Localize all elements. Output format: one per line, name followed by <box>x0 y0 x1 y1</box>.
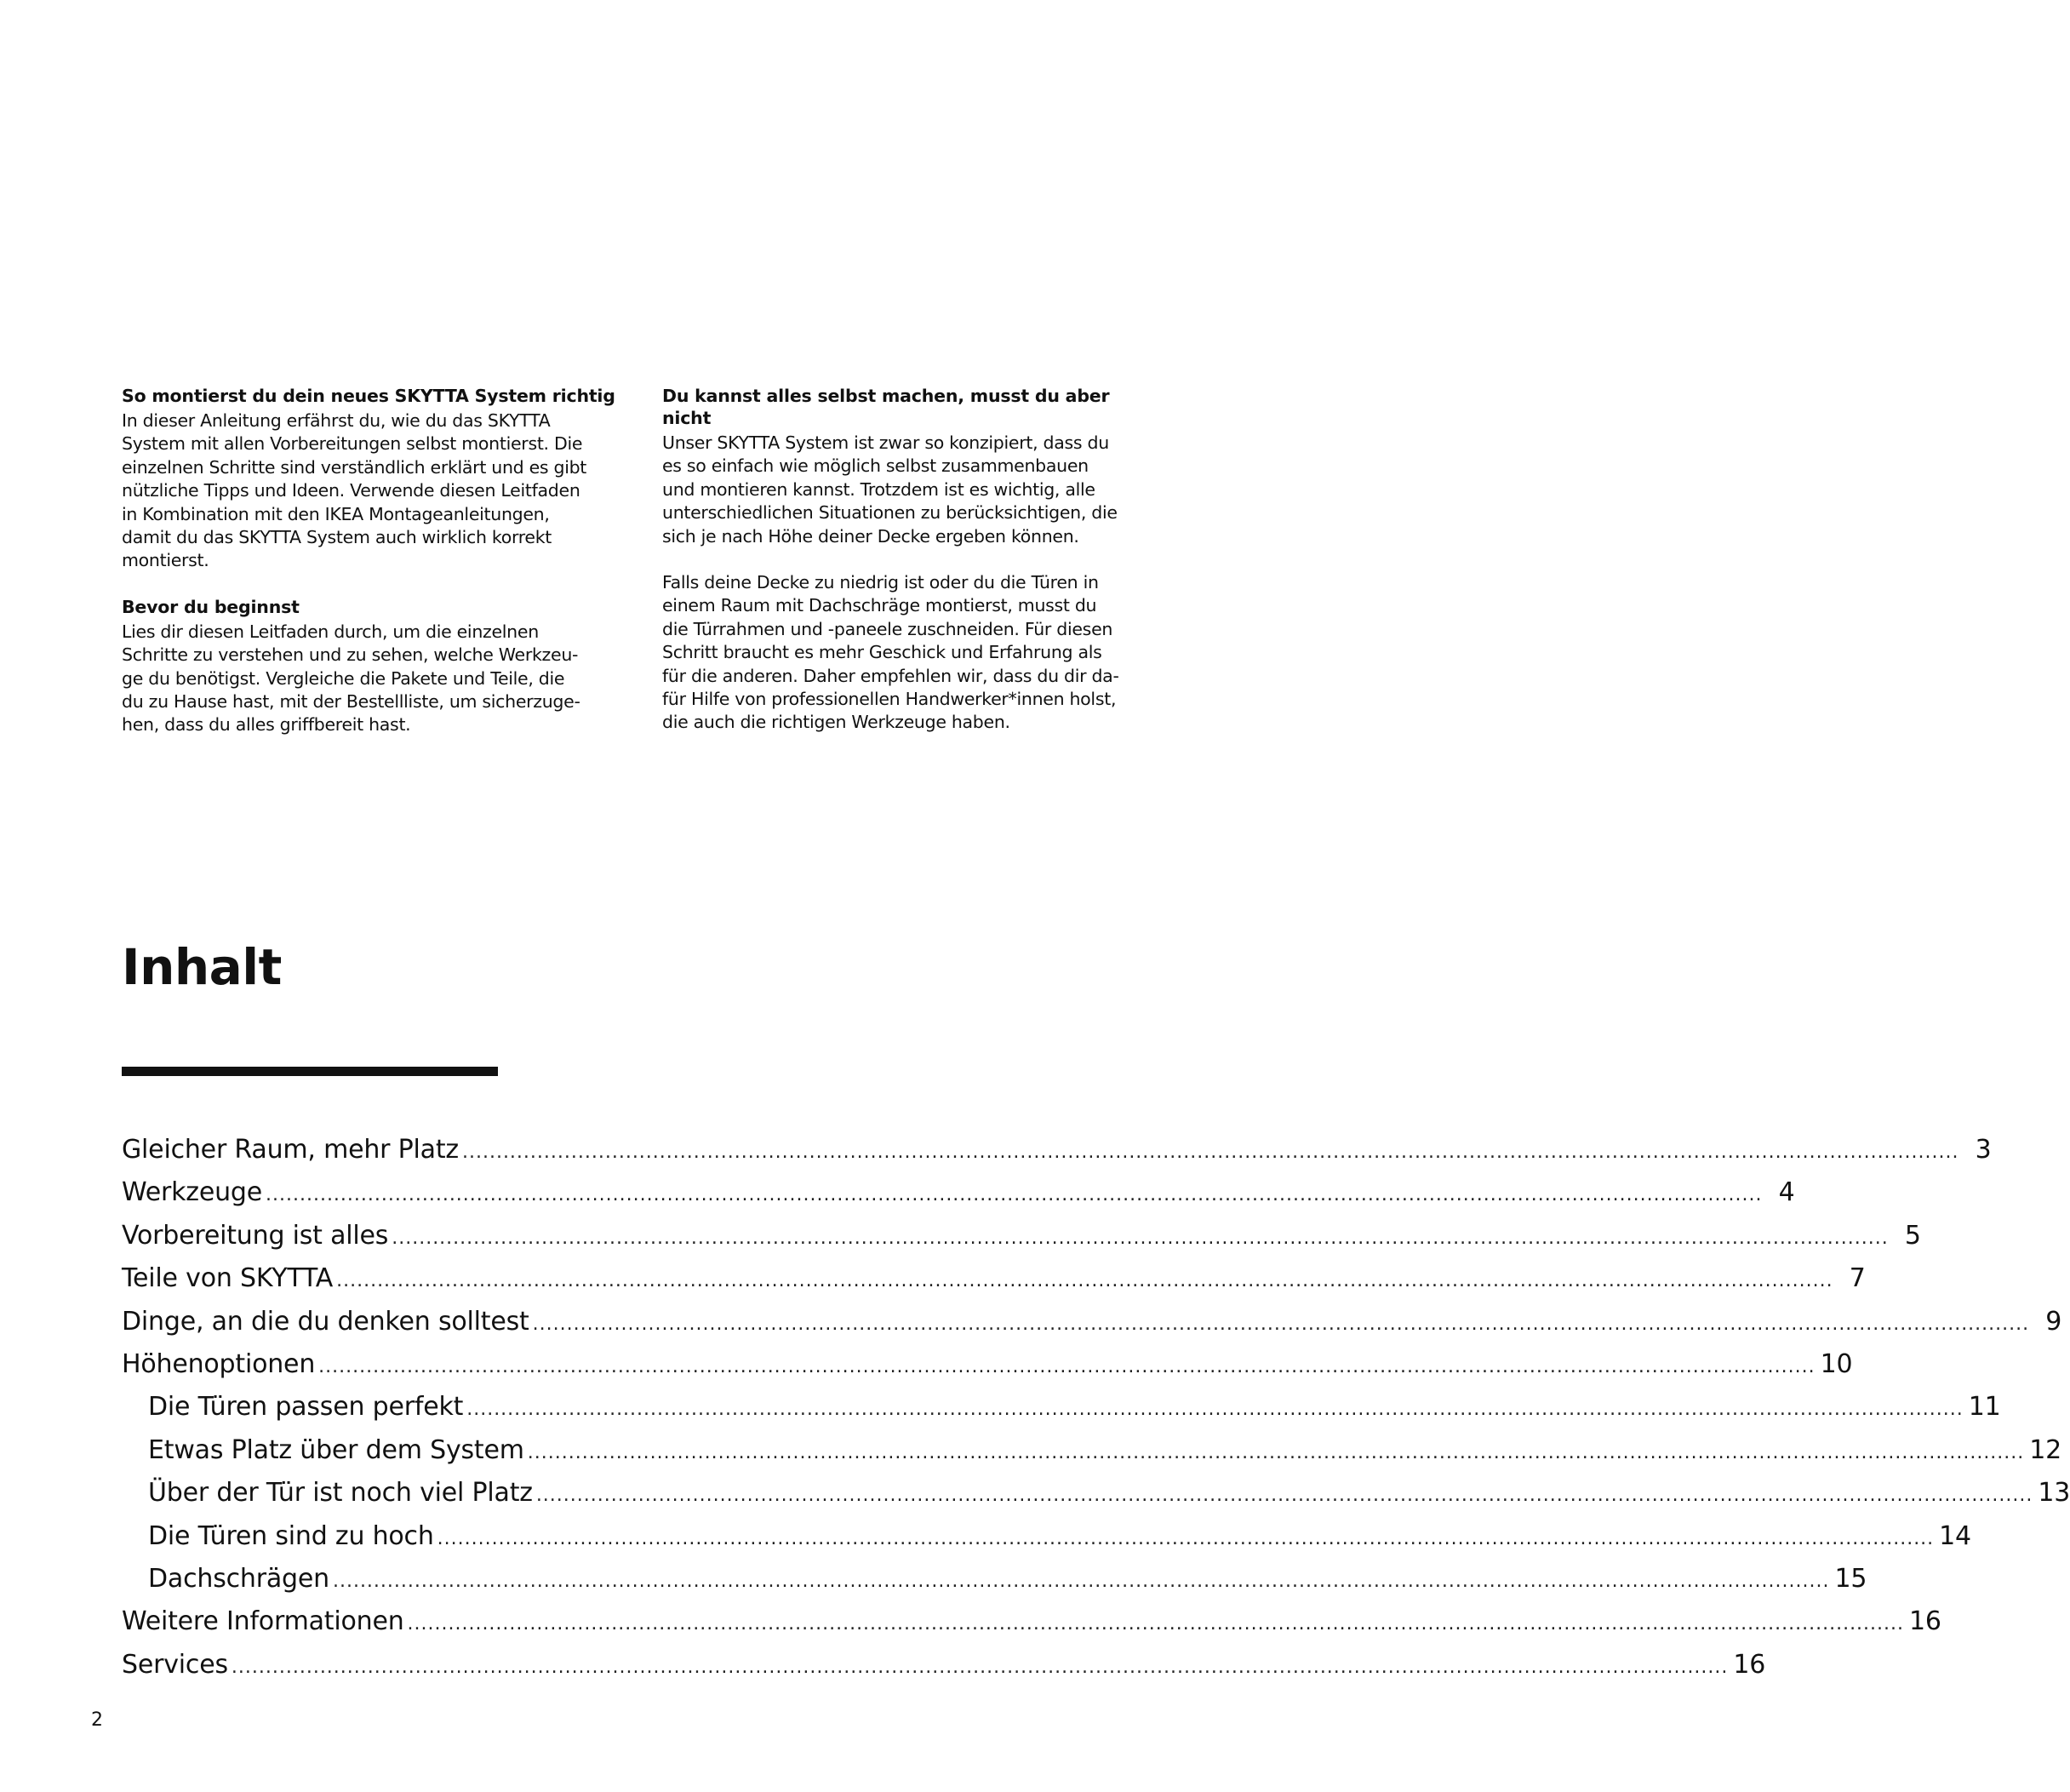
toc-entry-page: 4 <box>1778 1177 1795 1208</box>
toc-heading: Inhalt <box>122 938 282 996</box>
toc-entry-page: 5 <box>1904 1220 1921 1251</box>
toc-entry[interactable] <box>122 1220 1921 1263</box>
section-title-before-start: Bevor du beginnst <box>122 596 300 617</box>
toc-entry-page: 12 <box>2029 1434 2062 1465</box>
toc-leader-dots: ............................................................................................................................................................................................................................ <box>407 1613 1905 1635</box>
toc-leader-dots: ............................................................................................................................................................................................................................ <box>231 1656 1729 1678</box>
intro-left-column <box>122 385 632 760</box>
toc-entry-label: Über der Tür ist noch viel Platz <box>148 1478 533 1509</box>
toc-entry[interactable] <box>122 1177 1795 1220</box>
section-title-diy: Du kannst alles selbst machen, musst du aber nicht <box>662 386 1110 428</box>
toc-leader-dots: ............................................................................................................................................................................................................................ <box>527 1441 2025 1463</box>
toc-entry[interactable] <box>122 1606 1941 1649</box>
toc-entry[interactable] <box>122 1520 1971 1564</box>
toc-entry-label: Die Türen passen perfekt <box>148 1392 464 1423</box>
toc-entry-page: 11 <box>1968 1392 2001 1423</box>
toc-entry-page: 3 <box>1975 1135 1992 1165</box>
toc-entry-label: Dinge, an die du denken solltest <box>122 1306 529 1337</box>
paragraph-assembly: In dieser Anleitung erfährst du, wie du das SKYTTA System mit allen Vorbereitungen selbst montierst. Die einzelnen Schritte sind verständlich erklärt und es gibt nützliche Tipps und Ideen. Verwende diesen Leitfaden in Kombination mit den IKEA Montageanleitungen, damit du das SKYTTA System auch wirklich korrekt montierst. <box>122 410 587 571</box>
toc-entry[interactable] <box>122 1306 2062 1349</box>
toc-entry[interactable] <box>122 1348 1853 1392</box>
toc-leader-dots: ............................................................................................................................................................................................................................ <box>535 1485 2033 1507</box>
toc-entry-label: Die Türen sind zu hoch <box>148 1520 434 1551</box>
toc-leader-dots: ............................................................................................................................................................................................................................ <box>266 1184 1763 1206</box>
toc-entry-page: 16 <box>1733 1649 1766 1680</box>
toc-leader-dots: ............................................................................................................................................................................................................................ <box>461 1142 1959 1163</box>
toc-leader-dots: ............................................................................................................................................................................................................................ <box>532 1313 2030 1335</box>
toc-entry-label: Dachschrägen <box>148 1563 329 1594</box>
toc-entry[interactable] <box>122 1263 1866 1306</box>
toc-entry-page: 14 <box>1939 1520 1971 1551</box>
toc-entry-label: Etwas Platz über dem System <box>148 1434 524 1465</box>
toc-entry-label: Höhenoptionen <box>122 1348 316 1379</box>
toc-entry[interactable] <box>122 1478 2070 1520</box>
toc-divider <box>122 1067 498 1076</box>
toc-entry-label: Teile von SKYTTA <box>122 1263 334 1294</box>
toc-entry-page: 9 <box>2045 1306 2062 1337</box>
toc-entry[interactable] <box>122 1563 1867 1606</box>
toc-entry-page: 7 <box>1849 1263 1866 1294</box>
toc-entry-page: 13 <box>2038 1478 2070 1509</box>
paragraph-before-start: Lies dir diesen Leitfaden durch, um die einzelnen Schritte zu verstehen und zu sehen, welche Werkzeu- ge du benötigst. Vergleiche die Pakete und Teile, die du zu Hause hast, mit der Bestellliste, um sicherzuge- hen, dass du alles griffbereit hast. <box>122 621 580 736</box>
toc-leader-dots: ............................................................................................................................................................................................................................ <box>332 1570 1830 1592</box>
table-of-contents <box>122 1135 2070 1692</box>
toc-entry-label: Werkzeuge <box>122 1177 262 1208</box>
toc-entry-label: Vorbereitung ist alles <box>122 1220 389 1251</box>
toc-entry-page: 16 <box>1909 1606 1941 1637</box>
toc-entry-label: Services <box>122 1649 228 1680</box>
toc-entry-label: Weitere Informationen <box>122 1606 404 1637</box>
toc-leader-dots: ............................................................................................................................................................................................................................ <box>466 1399 1964 1421</box>
toc-entry-page: 15 <box>1834 1563 1867 1594</box>
toc-leader-dots: ............................................................................................................................................................................................................................ <box>318 1355 1816 1377</box>
toc-entry[interactable] <box>122 1392 2001 1434</box>
toc-entry[interactable] <box>122 1434 2062 1478</box>
section-title-assembly: So montierst du dein neues SKYTTA System richtig <box>122 386 615 406</box>
toc-entry[interactable] <box>122 1135 1992 1177</box>
toc-entry[interactable] <box>122 1649 1766 1692</box>
toc-leader-dots: ............................................................................................................................................................................................................................ <box>392 1227 1889 1249</box>
toc-entry-label: Gleicher Raum, mehr Platz <box>122 1135 459 1165</box>
intro-right-column <box>662 385 1166 758</box>
toc-leader-dots: ............................................................................................................................................................................................................................ <box>437 1527 1935 1549</box>
page-number: 2 <box>91 1709 103 1731</box>
toc-leader-dots: ............................................................................................................................................................................................................................ <box>336 1270 1833 1292</box>
toc-entry-page: 10 <box>1820 1348 1853 1379</box>
paragraph-professional-help: Falls deine Decke zu niedrig ist oder du die Türen in einem Raum mit Dachschräge montierst, musst du die Türrahmen und -paneele zuschneiden. Für diesen Schritt braucht es mehr Geschick und Erfahrung als für die anderen. Daher empfehlen wir, dass du dir da- für Hilfe von professionellen Handwerker*innen holst, die auch die richtigen Werkzeuge haben. <box>662 572 1119 733</box>
paragraph-diy: Unser SKYTTA System ist zwar so konzipiert, dass du es so einfach wie möglich selbst zusammenbauen und montieren kannst. Trotzdem ist es wichtig, alle unterschiedlichen Situationen zu berücksichtigen, die sich je nach Höhe deiner Decke ergeben können. <box>662 432 1118 547</box>
